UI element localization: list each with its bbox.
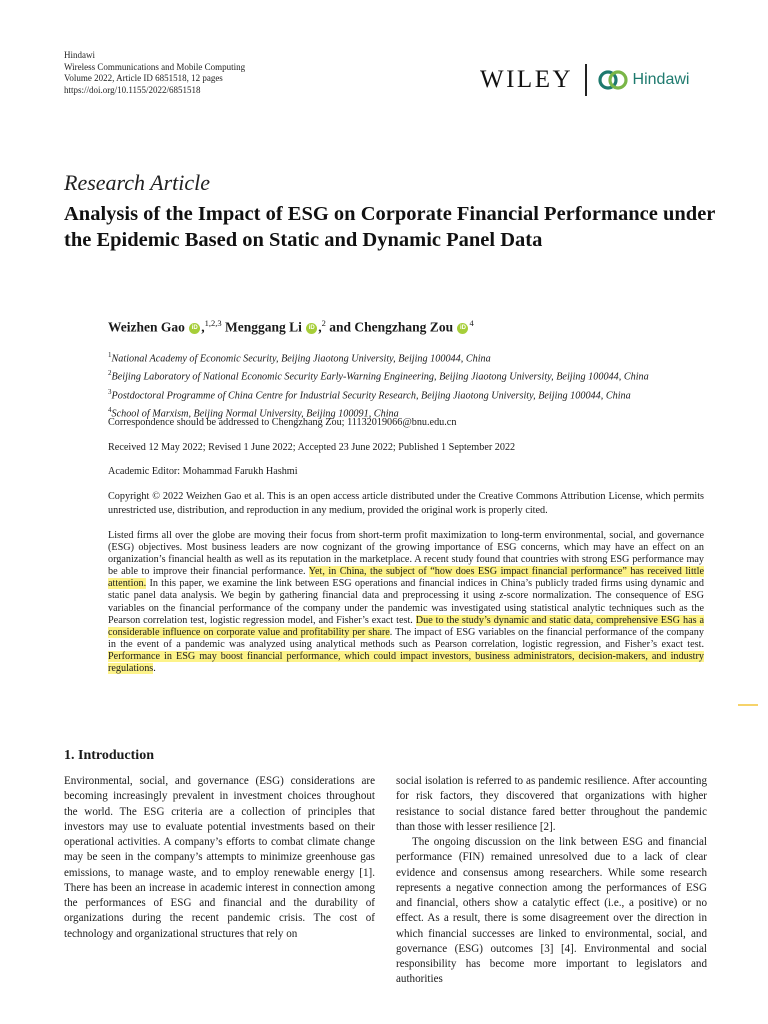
copyright-notice: Copyright © 2022 Weizhen Gao et al. This is an open access article distributed under the Creative Commons Attribution License, which permits unrestricted use, distribution, and reproduction in any medium, provided the original work is properly cited. bbox=[108, 491, 704, 516]
paragraph: The ongoing discussion on the link between ESG and financial performance (FIN) remained unresolved due to a lack of clear evidence and consensus among researchers. While some research represents a negative connection among the performances of ESG and financial, others show a catalytic effect (i.e., a positive) or no effect. As a result, there is some disagreement over the direction in which financial successes are linked to environmental, social, and governance (ESG) outcomes [3] [4]. Environmental and social responsibility has become more important to legislators and authorities bbox=[396, 836, 707, 986]
affiliation-item: $^4$School of Marxism, Beijing Normal University, Beijing 100091, China bbox=[108, 406, 399, 420]
body-column-left bbox=[64, 774, 375, 942]
highlighted-text[interactable]: Yet, in China, the subject of “how does ESG impact financial performance” has received little attention. bbox=[108, 566, 704, 590]
author-conjunction: and bbox=[329, 319, 352, 335]
article-title: Analysis of the Impact of ESG on Corporate Financial Performance under the Epidemic Based on Static and Dynamic Panel Data bbox=[64, 203, 716, 251]
academic-editor: Academic Editor: Mohammad Farukh Hashmi bbox=[108, 466, 298, 477]
affiliation-item: $^1$National Academy of Economic Security, Beijing Jiaotong University, Beijing 100044, China bbox=[108, 351, 491, 365]
wiley-logo: WILEY bbox=[480, 66, 574, 93]
body-column-right bbox=[396, 774, 707, 988]
highlighted-text[interactable]: Due to the study’s dynamic and static data, comprehensive ESG has a considerable influence on corporate value and profitability per share bbox=[108, 614, 705, 638]
author-name[interactable]: Weizhen Gao bbox=[108, 319, 185, 335]
logo-divider bbox=[585, 64, 587, 96]
article-type: Research Article bbox=[64, 170, 211, 195]
author-affiliation-ref: 4 bbox=[469, 318, 474, 328]
paragraph: social isolation is referred to as pandemic resilience. After accounting for risk factors, they discovered that organizations with higher resistance to social distance fared better throughout the pandemic than those with lesser resilience [2]. bbox=[396, 775, 707, 833]
orcid-icon[interactable]: iD bbox=[189, 323, 200, 334]
affiliation-list bbox=[108, 348, 649, 422]
highlighted-text[interactable]: Performance in ESG may boost financial performance, which could impact investors, business administrators, decision-makers, and industry regulations bbox=[108, 650, 704, 675]
abstract: Listed firms all over the globe are moving their focus from short-term profit maximization to long-term environmental, social, and governance (ESG) objectives. Most business leaders are now cognizant of the growing importance of ESG concerns, which may have an effect on an organization’s financial health as well as its reputation in the marketplace. A recent study found that countries with strong ESG performance may be able to improve their financial performance. Yet, in China, the subject of “how does ESG impact financial performance” has received little attention. In this paper, we examine the link between ESG operations and financial indices in China’s publicly traded firms using dynamic and static panel data analysis. We begin by gathering financial data and preprocessing it using z-score normalization. The consequence of ESG variables on the financial performance of the company under the pandemic was investigated using statistical analytic techniques such as the Pearson correlation test, logistic regression model, and Fisher’s exact test. Due to the study’s dynamic and static data, comprehensive ESG has a considerable influence on corporate value and profitability per share. The impact of ESG variables on the financial performance of the company in the event of a pandemic was analyzed using analytical methods such as Pearson correlation, logistic regression, and Fisher’s exact test. Performance in ESG may boost financial performance, which could impact investors, business administrators, decision-makers, and industry regulations. bbox=[108, 530, 705, 675]
hindawi-wordmark: Hindawi bbox=[632, 71, 690, 88]
author-affiliation-ref: 2 bbox=[321, 318, 326, 328]
orcid-icon[interactable]: iD bbox=[306, 323, 317, 334]
journal-info bbox=[64, 50, 245, 96]
publisher-name: Hindawi bbox=[64, 50, 95, 60]
author-name[interactable]: Chengzhang Zou bbox=[354, 319, 454, 335]
publisher-logos bbox=[480, 62, 689, 98]
annotation-marker bbox=[738, 704, 758, 706]
orcid-icon[interactable]: iD bbox=[457, 323, 468, 334]
doi-link[interactable]: https://doi.org/10.1155/2022/6851518 bbox=[64, 84, 201, 95]
affiliation-item: $^2$Beijing Laboratory of National Economic Security Early-Warning Engineering, Beijing Jiaotong University, Beijing 100044, China bbox=[108, 369, 649, 383]
author-list: Weizhen Gao iD ,$^{1,2,3}$ Menggang Li iD ,$^2$ and Chengzhang Zou iD $^4$ bbox=[108, 318, 474, 335]
author-affiliation-ref: 1,2,3 bbox=[204, 318, 222, 328]
author-name[interactable]: Menggang Li bbox=[225, 319, 302, 335]
affiliation-item: $^3$Postdoctoral Programme of China Centre for Industrial Security Research, Beijing Jiaotong University, Beijing 100044, China bbox=[108, 387, 631, 402]
hindawi-logo-icon bbox=[598, 69, 628, 91]
journal-name: Wireless Communications and Mobile Computing bbox=[64, 61, 246, 72]
volume-info: Volume 2022, Article ID 6851518, 12 pages bbox=[64, 73, 223, 83]
correspondence-line: Correspondence should be addressed to Chengzhang Zou; 11132019066@bnu.edu.cn bbox=[108, 417, 457, 428]
section-heading: 1. Introduction bbox=[64, 748, 154, 763]
paragraph: Environmental, social, and governance (ESG) considerations are becoming increasingly prevalent in investment choices throughout the world. The ESG criteria are a collection of principles that investors may use to evaluate potential investments based on their operational activities. A company’s efforts to combat climate change may be seen in the company’s attempts to minimize greenhouse gas emissions, to manage waste, and to employ renewable energy [1]. There has been an increase in academic interest in connection among the performances of ESG and financial and the durability of organizations during the recent pandemic crisis. The cost of technology and organizational structures that rely on bbox=[64, 775, 375, 940]
publication-dates: Received 12 May 2022; Revised 1 June 2022; Accepted 23 June 2022; Published 1 September 2022 bbox=[108, 442, 516, 453]
